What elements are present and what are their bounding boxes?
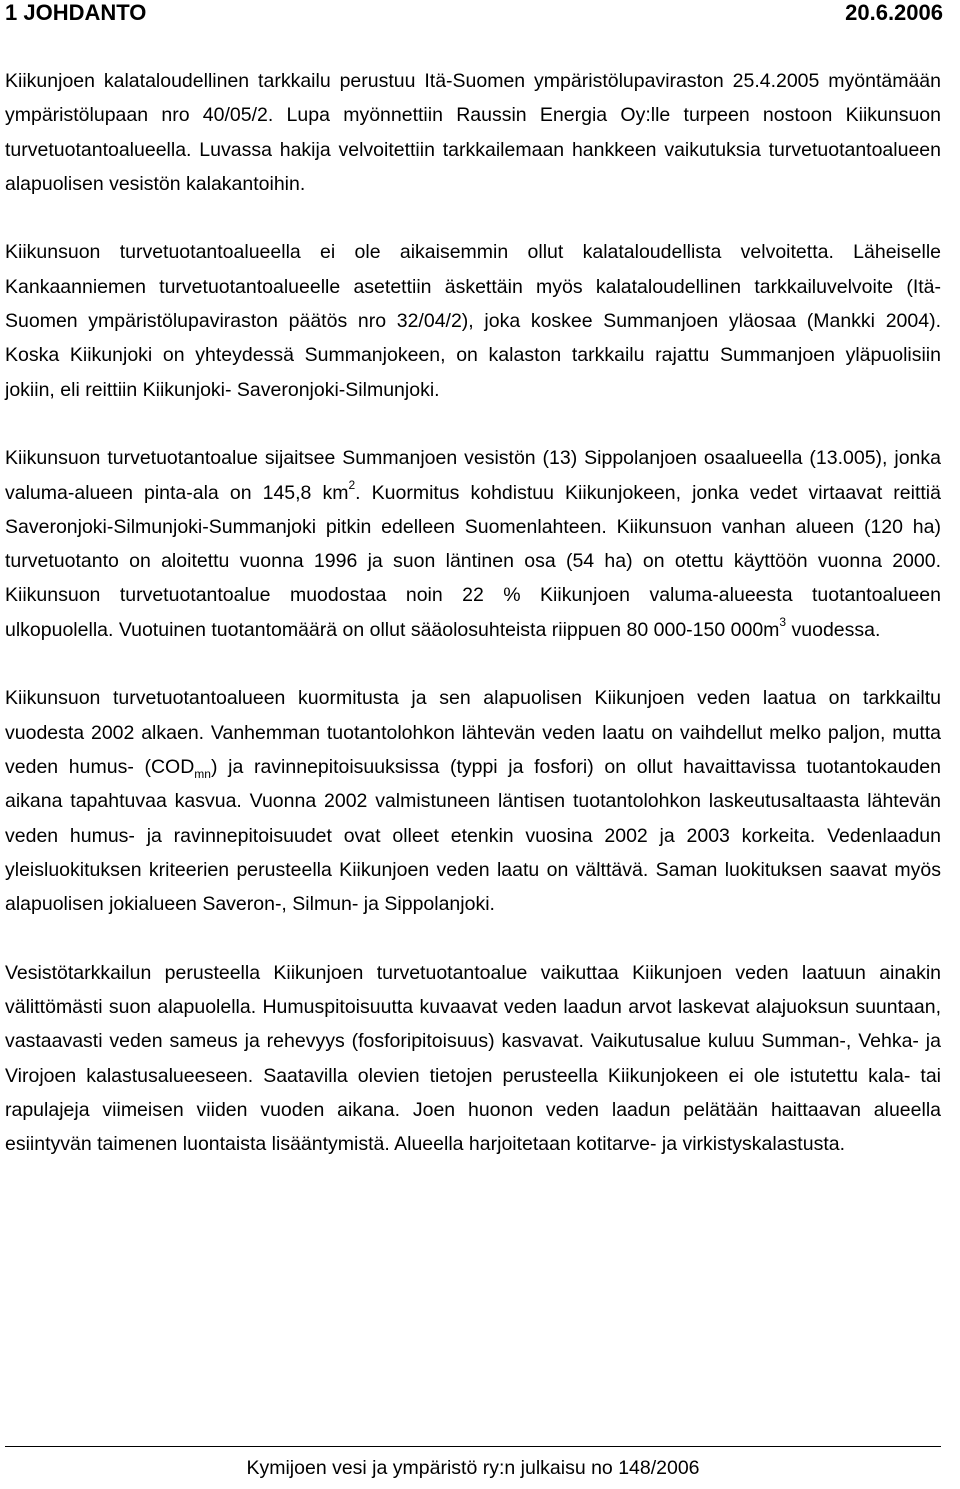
header-date: 20.6.2006 xyxy=(845,0,943,25)
page-header xyxy=(5,0,943,30)
paragraph-3 xyxy=(5,441,941,647)
paragraph-2: Kiikunsuon turvetuotantoalueella ei ole aikaisemmin ollut kalataloudellista velvoitetta. Läheiselle Kankaanniemen turvetuotantoalueelle asetettiin äskettäin myös kalataloudellinen tarkkailuvelvoite (Itä-Suomen ympäristölupaviraston päätös nro 32/04/2), joka koskee Summanjoen yläosaa (Mankki 2004). Koska Kiikunjoki on yhteydessä Summanjokeen, on kalaston tarkkailu rajattu Summanjoen yläpuolisiin jokiin, eli reittiin Kiikunjoki- Saveronjoki-Silmunjoki. xyxy=(5,241,941,401)
page-footer: Kymijoen vesi ja ympäristö ry:n julkaisu no 148/2006 xyxy=(246,1457,700,1479)
subscript-mn: mn xyxy=(194,766,211,781)
paragraph-5: Vesistötarkkailun perusteella Kiikunjoen turvetuotantoalue vaikuttaa Kiikunjoen veden laatuun ainakin välittömästi suon alapuolella. Humuspitoisuutta kuvaavat veden laadun arvot laskevat alajuoksun suuntaan, vastaavasti veden sameus ja rehevyys (fosforipitoisuus) kasvavat. Vaikutusalue kuluu Summan-, Vehka- ja Virojoen kalastusalueeseen. Saatavilla olevien tietojen perusteella Kiikunjokeen ei ole istutettu kala- tai rapulajeja viimeisen viiden vuoden aikana. Joen huonon veden laadun pelätään haittaavan alueella esiintyvän taimenen luontaista lisääntymistä. Alueella harjoitetaan kotitarve- ja virkistyskalastusta. xyxy=(5,961,941,1156)
paragraph-3-part-3: vuodessa. xyxy=(786,618,881,641)
footer-divider xyxy=(5,1446,941,1447)
paragraph-4-part-1: Kiikunsuon turvetuotantoalueen kuormitusta ja sen alapuolisen Kiikunjoen veden laatua on tarkkailtu vuodesta 2002 alkaen. Vanhemman tuotantolohkon lähtevän veden laatu on vaihdellut melko paljon, mutta veden humus- (COD xyxy=(5,687,941,778)
paragraph-4-part-2: ) ja ravinnepitoisuuksissa (typpi ja fosfori) on ollut havaittavissa tuotantokauden aikana tapahtuvaa kasvua. Vuonna 2002 valmistuneen läntisen tuotantolohkon laskeutusaltaasta lähtevän veden humus- ja ravinnepitoisuudet ovat olleet etenkin vuosina 2002 ja 2003 korkeita. Vedenlaadun yleisluokituksen kriteerien perusteella Kiikunjoen veden laatu on välttävä. Saman luokituksen saavat myös alapuolisen jokialueen Saveron-, Silmun- ja Sippolanjoki. xyxy=(5,755,941,916)
paragraph-3-part-1: Kiikunsuon turvetuotantoalue sijaitsee Summanjoen vesistön (13) Sippolanjoen osaalueella (13.005), jonka valuma-alueen pinta-ala on 145,8 km xyxy=(5,447,941,504)
paragraph-1: Kiikunjoen kalataloudellinen tarkkailu perustuu Itä-Suomen ympäristölupaviraston 25.4.2005 myöntämään ympäristölupaan nro 40/05/2. Lupa myönnettiin Raussin Energia Oy:lle turpeen nostoon Kiikunsuon turvetuotantoalueella. Luvassa hakija velvoitettiin tarkkailemaan hankkeen vaikutuksia turvetuotantoalueen alapuolisen vesistön kalakantoihin. xyxy=(5,70,941,195)
paragraph-4 xyxy=(5,681,941,921)
body-text xyxy=(5,64,941,1196)
superscript-m3: 3 xyxy=(779,615,787,630)
chapter-heading: 1 JOHDANTO xyxy=(5,0,147,25)
paragraph-3-part-2: . Kuormitus kohdistuu Kiikunjokeen, jonka vedet virtaavat reittiä Saveronjoki-Silmunjoki-Summanjoki pitkin edelleen Suomenlahteen. Kiikunsuon vanhan alueen (120 ha) turvetuotanto on aloitettu vuonna 1996 ja suon läntinen osa (54 ha) on otettu käyttöön vuonna 2000. Kiikunsuon turvetuotantoalue muodostaa noin 22 % Kiikunjoen valuma-alueesta tuotantoalueen ulkopuolella. Vuotuinen tuotantomäärä on ollut sääolosuhteista riippuen 80 000-150 000m xyxy=(5,481,941,641)
superscript-km2: 2 xyxy=(348,478,356,493)
